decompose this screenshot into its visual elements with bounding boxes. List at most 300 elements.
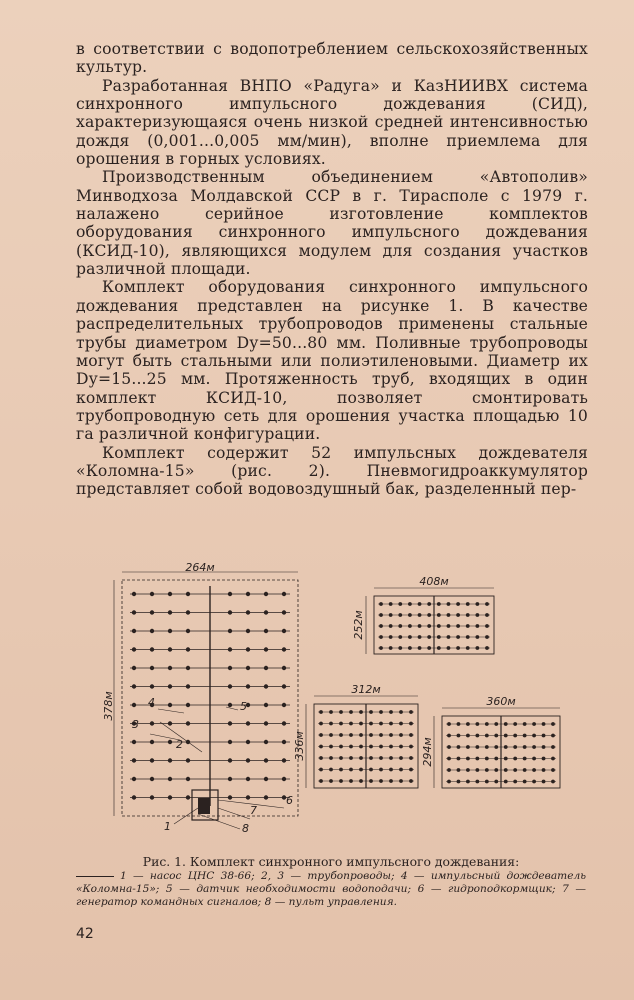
sprinkler-dot (504, 768, 508, 772)
sprinkler-dot (447, 745, 451, 749)
sprinkler-dot (532, 780, 536, 784)
sprinkler-dot (246, 777, 250, 781)
main-width-label: 264м (185, 561, 215, 574)
paragraph-equipment: Комплект оборудования синхронного импульсного дождевания представлен на рисунке 1. В качестве распределительных трубопроводов применены стальные трубы диаметром Dу=50...80 мм. Поливные трубопроводы могут быть стальными или полиэтиленовыми. Диаметр их Dу=15...25 мм. Протяженность труб, входящих в один комплект КСИД-10, позволяет смонтировать трубопроводную сеть для орошения участка площадью 10 га различной конфигурации. (76, 278, 588, 444)
sprinkler-dot (186, 610, 190, 614)
sprinkler-dot (282, 666, 286, 670)
sprinkler-dot (532, 757, 536, 761)
sprinkler-dot (359, 756, 363, 760)
sprinkler-dot (523, 780, 527, 784)
layout-312x336-diagram (293, 683, 418, 788)
sprinkler-dot (427, 624, 431, 628)
sprinkler-dot (408, 602, 412, 606)
sprinkler-dot (329, 745, 333, 749)
sprinkler-dot (246, 592, 250, 596)
sprinkler-dot (513, 722, 517, 726)
sprinkler-dot (264, 684, 268, 688)
sprinkler-dot (466, 602, 470, 606)
sprinkler-dot (132, 610, 136, 614)
sprinkler-dot (532, 768, 536, 772)
sprinkler-dot (132, 684, 136, 688)
sprinkler-dot (457, 734, 461, 738)
sprinkler-dot (408, 635, 412, 639)
layout-408x252-diagram (352, 575, 494, 654)
sprinkler-dot (457, 722, 461, 726)
main-layout-diagram (102, 561, 298, 835)
sprinkler-dot (150, 795, 154, 799)
sprinkler-dot (398, 613, 402, 617)
paragraph-sid-system: Разработанная ВНПО «Радуга» и КазНИИВХ система синхронного импульсного дождевания (СИД), характеризующаяся очень низкой средней интенсивностью дождя (0,001...0,005 мм/мин), вполне приемлема для орошения в горных условиях. (76, 76, 588, 169)
sprinkler-dot (551, 757, 555, 761)
sprinkler-dot (447, 768, 451, 772)
sprinkler-dot (409, 745, 413, 749)
sprinkler-dot (532, 745, 536, 749)
callout-4: 4 (148, 696, 155, 709)
sprinkler-dot (319, 733, 323, 737)
sprinkler-dot (389, 779, 393, 783)
sprinkler-dot (282, 703, 286, 707)
callout-8: 8 (242, 822, 249, 835)
sprinkler-dot (282, 610, 286, 614)
sprinkler-dot (494, 780, 498, 784)
sprinkler-dot (447, 780, 451, 784)
sprinkler-dot (168, 592, 172, 596)
sprinkler-dot (485, 613, 489, 617)
sprinkler-dot (504, 722, 508, 726)
sprinkler-dot (437, 602, 441, 606)
layout-a-height-label: 252м (352, 610, 365, 640)
sprinkler-dot (475, 624, 479, 628)
sprinkler-dot (475, 734, 479, 738)
main-height-label: 378м (102, 691, 115, 721)
sprinkler-dot (379, 722, 383, 726)
sprinkler-dot (456, 646, 460, 650)
callout-5: 5 (240, 700, 247, 713)
sprinkler-dot (437, 613, 441, 617)
sprinkler-dot (349, 779, 353, 783)
sprinkler-dot (485, 624, 489, 628)
sprinkler-dot (150, 740, 154, 744)
sprinkler-dot (456, 624, 460, 628)
paragraph-sprinklers: Комплект содержит 52 импульсных дождевателя «Коломна-15» (рис. 2). Пневмогидроаккумулятор представляет собой водовоздушный бак, разделенный пер- (76, 443, 588, 499)
sprinkler-dot (409, 779, 413, 783)
sprinkler-dot (329, 756, 333, 760)
sprinkler-dot (168, 758, 172, 762)
sprinkler-dot (379, 635, 383, 639)
sprinkler-dot (551, 734, 555, 738)
sprinkler-dot (150, 610, 154, 614)
sprinkler-dot (447, 722, 451, 726)
sprinkler-dot (349, 756, 353, 760)
sprinkler-dot (228, 666, 232, 670)
sprinkler-dot (228, 647, 232, 651)
sprinkler-dot (466, 757, 470, 761)
caption-legend (76, 870, 586, 909)
sprinkler-dot (398, 646, 402, 650)
sprinkler-dot (389, 745, 393, 749)
sprinkler-dot (379, 710, 383, 714)
sprinkler-dot (475, 635, 479, 639)
sprinkler-dot (398, 602, 402, 606)
sprinkler-dot (228, 740, 232, 744)
sprinkler-dot (418, 602, 422, 606)
sprinkler-dot (264, 610, 268, 614)
sprinkler-dot (132, 795, 136, 799)
sprinkler-dot (485, 768, 489, 772)
sprinkler-dot (150, 647, 154, 651)
sprinkler-dot (339, 733, 343, 737)
sprinkler-dot (513, 780, 517, 784)
sprinkler-dot (282, 721, 286, 725)
sprinkler-dot (399, 779, 403, 783)
sprinkler-dot (551, 745, 555, 749)
sprinkler-dot (339, 756, 343, 760)
sprinkler-dot (551, 780, 555, 784)
sprinkler-dot (168, 647, 172, 651)
sprinkler-dot (228, 629, 232, 633)
sprinkler-dot (485, 734, 489, 738)
layout-a-width-label: 408м (419, 575, 449, 588)
sprinkler-dot (466, 780, 470, 784)
sprinkler-dot (532, 734, 536, 738)
sprinkler-dot (379, 602, 383, 606)
sprinkler-dot (369, 768, 373, 772)
sprinkler-dot (504, 780, 508, 784)
sprinkler-dot (389, 710, 393, 714)
sprinkler-dot (319, 745, 323, 749)
sprinkler-dot (319, 710, 323, 714)
sprinkler-dot (369, 745, 373, 749)
sprinkler-dot (168, 703, 172, 707)
sprinkler-dot (359, 768, 363, 772)
sprinkler-dot (504, 757, 508, 761)
sprinkler-dot (264, 703, 268, 707)
sprinkler-dot (264, 666, 268, 670)
sprinkler-dot (399, 745, 403, 749)
sprinkler-dot (447, 602, 451, 606)
sprinkler-dot (475, 613, 479, 617)
sprinkler-dot (447, 613, 451, 617)
sprinkler-dot (379, 624, 383, 628)
sprinkler-dot (513, 745, 517, 749)
sprinkler-dot (389, 635, 393, 639)
sprinkler-dot (379, 768, 383, 772)
sprinkler-dot (485, 646, 489, 650)
sprinkler-dot (379, 756, 383, 760)
sprinkler-dot (186, 629, 190, 633)
sprinkler-dot (457, 745, 461, 749)
sprinkler-dot (389, 768, 393, 772)
sprinkler-dot (523, 722, 527, 726)
sprinkler-dot (485, 722, 489, 726)
sprinkler-dot (437, 635, 441, 639)
sprinkler-dot (369, 733, 373, 737)
sprinkler-dot (427, 646, 431, 650)
sprinkler-dot (457, 757, 461, 761)
callout-2: 2 (176, 738, 183, 751)
sprinkler-dot (466, 613, 470, 617)
sprinkler-dot (339, 768, 343, 772)
sprinkler-dot (551, 768, 555, 772)
sprinkler-dot (409, 756, 413, 760)
sprinkler-dot (282, 647, 286, 651)
paragraph-production: Производственным объединением «Автополив» Минводхоза Молдавской ССР в г. Тирасполе с 1979 г. налажено серийное изготовление комплектов оборудования синхронного импульсного дождевания (КСИД-10), являющихся модулем для создания участков различной площади. (76, 168, 588, 279)
sprinkler-dot (389, 756, 393, 760)
sprinkler-dot (542, 768, 546, 772)
sprinkler-dot (523, 745, 527, 749)
sprinkler-dot (186, 795, 190, 799)
sprinkler-dot (132, 777, 136, 781)
sprinkler-dot (389, 733, 393, 737)
sprinkler-dot (150, 721, 154, 725)
sprinkler-dot (369, 756, 373, 760)
sprinkler-dot (264, 795, 268, 799)
sprinkler-dot (379, 779, 383, 783)
sprinkler-dot (475, 646, 479, 650)
sprinkler-dot (264, 592, 268, 596)
sprinkler-dot (418, 613, 422, 617)
sprinkler-dot (542, 745, 546, 749)
sprinkler-dot (186, 703, 190, 707)
sprinkler-dot (369, 710, 373, 714)
sprinkler-dot (427, 602, 431, 606)
sprinkler-dot (282, 758, 286, 762)
sprinkler-dot (349, 733, 353, 737)
figure-1 (100, 556, 600, 856)
sprinkler-dot (379, 613, 383, 617)
sprinkler-dot (359, 745, 363, 749)
body-text (76, 40, 588, 499)
sprinkler-dot (329, 722, 333, 726)
sprinkler-dot (349, 722, 353, 726)
figure-1-drawing (100, 556, 600, 856)
sprinkler-dot (456, 602, 460, 606)
sprinkler-dot (150, 758, 154, 762)
sprinkler-dot (349, 768, 353, 772)
sprinkler-dot (398, 624, 402, 628)
sprinkler-dot (523, 768, 527, 772)
sprinkler-dot (418, 624, 422, 628)
figure-caption (76, 855, 586, 909)
sprinkler-dot (475, 722, 479, 726)
sprinkler-dot (359, 722, 363, 726)
sprinkler-dot (466, 646, 470, 650)
sprinkler-dot (389, 602, 393, 606)
sprinkler-dot (132, 758, 136, 762)
sprinkler-dot (168, 629, 172, 633)
sprinkler-dot (523, 757, 527, 761)
sprinkler-dot (447, 624, 451, 628)
paragraph-continuation: в соответствии с водопотреблением сельскохозяйственных культур. (76, 40, 588, 77)
sprinkler-dot (427, 613, 431, 617)
sprinkler-dot (475, 745, 479, 749)
sprinkler-dot (399, 710, 403, 714)
sprinkler-dot (457, 780, 461, 784)
sprinkler-dot (319, 756, 323, 760)
sprinkler-dot (466, 722, 470, 726)
sprinkler-dot (408, 624, 412, 628)
sprinkler-dot (246, 758, 250, 762)
caption-rule (76, 876, 114, 877)
sprinkler-dot (466, 745, 470, 749)
sprinkler-dot (150, 777, 154, 781)
sprinkler-dot (339, 745, 343, 749)
sprinkler-dot (132, 647, 136, 651)
sprinkler-dot (408, 646, 412, 650)
sprinkler-dot (485, 745, 489, 749)
sprinkler-dot (542, 757, 546, 761)
sprinkler-dot (504, 745, 508, 749)
sprinkler-dot (447, 635, 451, 639)
sprinkler-dot (228, 592, 232, 596)
sprinkler-dot (399, 722, 403, 726)
sprinkler-dot (409, 722, 413, 726)
sprinkler-dot (551, 722, 555, 726)
sprinkler-dot (409, 768, 413, 772)
sprinkler-dot (389, 613, 393, 617)
sprinkler-dot (168, 777, 172, 781)
sprinkler-dot (150, 666, 154, 670)
sprinkler-dot (542, 734, 546, 738)
sprinkler-dot (168, 610, 172, 614)
sprinkler-dot (408, 613, 412, 617)
sprinkler-dot (246, 684, 250, 688)
sprinkler-dot (523, 734, 527, 738)
sprinkler-dot (447, 757, 451, 761)
sprinkler-dot (132, 629, 136, 633)
sprinkler-dot (329, 779, 333, 783)
sprinkler-dot (319, 779, 323, 783)
sprinkler-dot (359, 710, 363, 714)
sprinkler-dot (168, 684, 172, 688)
sprinkler-dot (359, 779, 363, 783)
sprinkler-dot (132, 703, 136, 707)
sprinkler-dot (437, 646, 441, 650)
sprinkler-dot (399, 733, 403, 737)
sprinkler-dot (264, 758, 268, 762)
sprinkler-dot (494, 768, 498, 772)
sprinkler-dot (186, 684, 190, 688)
sprinkler-dot (186, 777, 190, 781)
sprinkler-dot (409, 733, 413, 737)
sprinkler-dot (398, 635, 402, 639)
sprinkler-dot (475, 768, 479, 772)
sprinkler-dot (485, 780, 489, 784)
sprinkler-dot (264, 721, 268, 725)
sprinkler-dot (329, 710, 333, 714)
sprinkler-dot (389, 722, 393, 726)
layout-c-width-label: 360м (486, 695, 516, 708)
callout-6: 6 (286, 794, 293, 807)
sprinkler-dot (513, 734, 517, 738)
sprinkler-dot (186, 592, 190, 596)
sprinkler-dot (466, 768, 470, 772)
sprinkler-dot (447, 734, 451, 738)
sprinkler-dot (264, 647, 268, 651)
sprinkler-dot (494, 722, 498, 726)
sprinkler-dot (409, 710, 413, 714)
sprinkler-dot (379, 745, 383, 749)
page-number: 42 (76, 926, 94, 942)
sprinkler-dot (168, 721, 172, 725)
sprinkler-dot (264, 629, 268, 633)
sprinkler-dot (475, 780, 479, 784)
callout-3: 3 (132, 718, 139, 731)
sprinkler-dot (246, 740, 250, 744)
sprinkler-dot (282, 592, 286, 596)
sprinkler-dot (168, 740, 172, 744)
sprinkler-dot (485, 602, 489, 606)
sprinkler-dot (186, 758, 190, 762)
sprinkler-dot (186, 721, 190, 725)
sprinkler-dot (485, 757, 489, 761)
sprinkler-dot (456, 613, 460, 617)
sprinkler-dot (132, 592, 136, 596)
sprinkler-dot (379, 733, 383, 737)
sprinkler-dot (447, 646, 451, 650)
sprinkler-dot (349, 710, 353, 714)
sprinkler-dot (150, 629, 154, 633)
sprinkler-dot (513, 768, 517, 772)
sprinkler-dot (418, 635, 422, 639)
sprinkler-dot (542, 780, 546, 784)
sprinkler-dot (339, 779, 343, 783)
sprinkler-dot (418, 646, 422, 650)
callout-7: 7 (250, 804, 257, 817)
sprinkler-dot (329, 768, 333, 772)
sprinkler-dot (246, 647, 250, 651)
sprinkler-dot (389, 624, 393, 628)
sprinkler-dot (228, 777, 232, 781)
sprinkler-dot (132, 740, 136, 744)
sprinkler-dot (457, 768, 461, 772)
sprinkler-dot (246, 610, 250, 614)
sprinkler-dot (246, 795, 250, 799)
sprinkler-dot (228, 758, 232, 762)
sprinkler-dot (228, 684, 232, 688)
sprinkler-dot (466, 624, 470, 628)
sprinkler-dot (228, 721, 232, 725)
layout-c-height-label: 294м (421, 737, 434, 767)
sprinkler-dot (475, 757, 479, 761)
sprinkler-dot (437, 624, 441, 628)
sprinkler-dot (456, 635, 460, 639)
caption-title: Рис. 1. Комплект синхронного импульсного дождевания: (142, 854, 520, 869)
callout-1: 1 (164, 820, 171, 833)
sprinkler-dot (168, 666, 172, 670)
sprinkler-dot (349, 745, 353, 749)
sprinkler-dot (339, 722, 343, 726)
sprinkler-dot (282, 684, 286, 688)
sprinkler-dot (494, 745, 498, 749)
layout-b-width-label: 312м (351, 683, 381, 696)
sprinkler-dot (150, 684, 154, 688)
sprinkler-dot (329, 733, 333, 737)
sprinkler-dot (228, 703, 232, 707)
sprinkler-dot (389, 646, 393, 650)
sprinkler-dot (282, 629, 286, 633)
sprinkler-dot (532, 722, 536, 726)
sprinkler-dot (246, 666, 250, 670)
sprinkler-dot (282, 777, 286, 781)
sprinkler-dot (186, 647, 190, 651)
sprinkler-dot (369, 722, 373, 726)
sprinkler-dot (466, 734, 470, 738)
sprinkler-dot (542, 722, 546, 726)
layout-b-height-label: 336м (293, 731, 306, 761)
sprinkler-dot (339, 710, 343, 714)
sprinkler-dot (494, 734, 498, 738)
